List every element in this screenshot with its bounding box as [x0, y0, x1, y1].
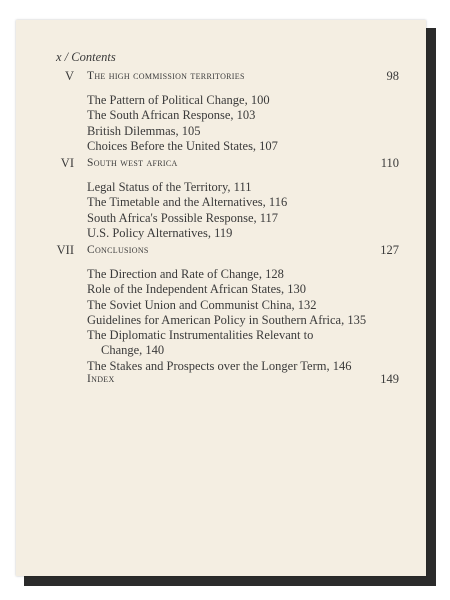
chapter-page: 127 [380, 243, 399, 257]
section-item: South Africa's Possible Response, 117 [87, 210, 279, 225]
section-list [87, 180, 287, 241]
index-page: 149 [380, 372, 399, 386]
index-title: Index [87, 373, 115, 385]
section-item: Guidelines for American Policy in Southern Africa, 135 [87, 312, 367, 327]
section-item: Role of the Independent African States, 130 [87, 282, 307, 297]
chapter-title: south west africa [87, 157, 178, 169]
chapter-number: VI [60, 156, 74, 170]
section-item: The South African Response, 103 [87, 108, 256, 123]
section-item: The Soviet Union and Communist China, 132 [87, 297, 317, 312]
chapter-title: the high commission territories [87, 70, 245, 82]
section-item: The Stakes and Prospects over the Longer Term, 146 [87, 358, 352, 373]
chapter-title: conclusions [87, 244, 149, 256]
section-item: The Timetable and the Alternatives, 116 [87, 195, 288, 210]
section-item: The Direction and Rate of Change, 128 [87, 267, 284, 281]
section-list [87, 267, 366, 374]
section-item: The Diplomatic Instrumentalities Relevant to [87, 328, 314, 343]
section-item: Legal Status of the Territory, 111 [87, 180, 252, 194]
chapter-page: 98 [386, 69, 399, 83]
chapter-number: VII [56, 243, 74, 257]
section-item: Choices Before the United States, 107 [87, 138, 278, 153]
chapter-number: V [64, 69, 74, 83]
section-item-continuation: Change, 140 [101, 343, 165, 358]
book-page [16, 20, 426, 576]
section-list [87, 93, 278, 154]
section-item: U.S. Policy Alternatives, 119 [87, 225, 233, 240]
section-item: British Dilemmas, 105 [87, 123, 201, 138]
section-item: The Pattern of Political Change, 100 [87, 93, 270, 107]
running-head: x / Contents [56, 50, 116, 64]
chapter-page: 110 [380, 156, 399, 170]
